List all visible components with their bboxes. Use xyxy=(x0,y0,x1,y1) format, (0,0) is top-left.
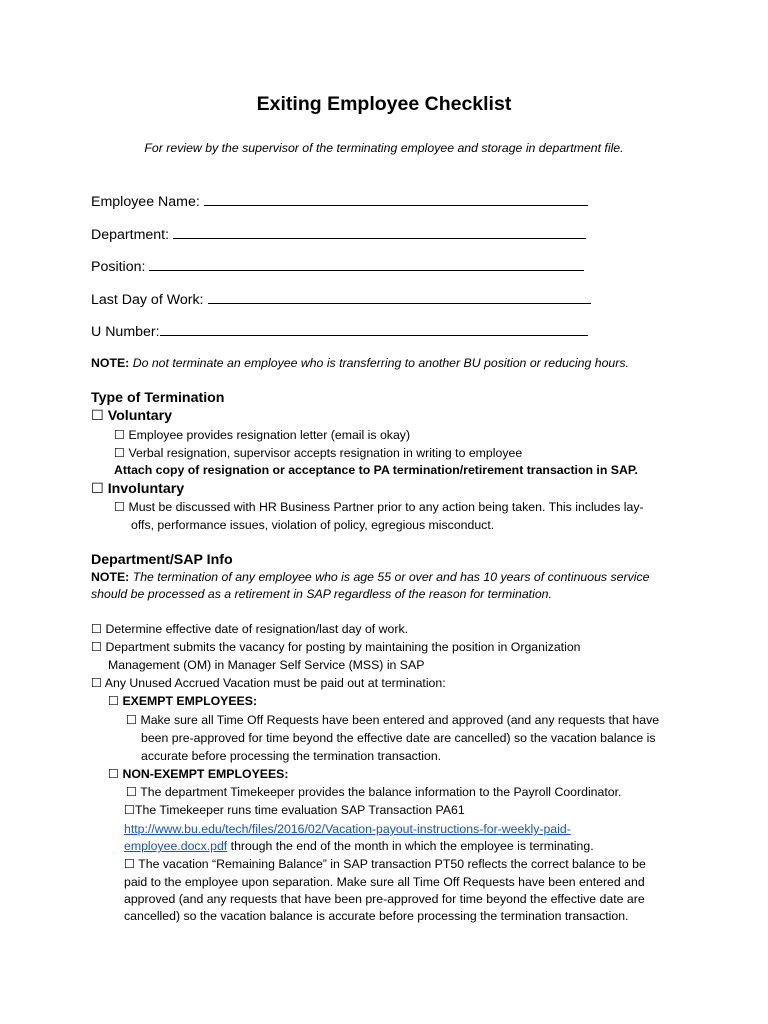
checkbox-icon[interactable]: ☐ xyxy=(108,694,120,708)
checkbox-icon[interactable]: ☐ xyxy=(91,408,104,424)
last-day-field xyxy=(91,290,591,308)
payout-link-line[interactable] xyxy=(124,822,571,836)
item-text: The Timekeeper runs time evaluation SAP Transaction PA61 xyxy=(135,803,465,817)
item-text: Employee provides resignation letter (email is okay) xyxy=(128,428,411,442)
checkbox-icon[interactable]: ☐ xyxy=(91,676,103,690)
nonexempt-label: NON-EXEMPT EMPLOYEES: xyxy=(122,767,289,781)
last-day-blank xyxy=(208,290,591,304)
nonexempt-option[interactable] xyxy=(108,767,288,781)
document-title: Exiting Employee Checklist xyxy=(256,93,512,115)
department-field xyxy=(91,225,586,243)
note-text: The termination of any employee who is age 55 or over and has 10 years of continuous service xyxy=(132,570,650,584)
involuntary-item-cont: offs, performance issues, violation of policy, egregious misconduct. xyxy=(131,518,495,532)
checkbox-icon[interactable]: ☐ xyxy=(114,500,126,514)
document-subtitle: For review by the supervisor of the terminating employee and storage in department file. xyxy=(144,141,624,155)
involuntary-item[interactable] xyxy=(114,500,644,514)
checkbox-icon[interactable]: ☐ xyxy=(91,481,104,497)
checkbox-icon[interactable]: ☐ xyxy=(126,713,138,727)
nonexempt-item-pt50[interactable] xyxy=(124,857,646,871)
item-text: Make sure all Time Off Requests have been entered and approved (and any requests that have xyxy=(140,713,660,727)
checkbox-icon[interactable]: ☐ xyxy=(126,785,138,799)
dept-item-vacancy[interactable] xyxy=(91,640,581,654)
payout-link-line-cont xyxy=(124,839,594,853)
position-label: Position: xyxy=(91,259,146,275)
exempt-label: EXEMPT EMPLOYEES: xyxy=(122,694,258,708)
nonexempt-item-timekeeper[interactable] xyxy=(126,785,621,799)
retirement-note xyxy=(91,570,649,584)
department-blank xyxy=(173,225,586,239)
note-label: NOTE: xyxy=(91,570,130,584)
item-text: The vacation “Remaining Balance” in SAP transaction PT50 reflects the correct balance to be xyxy=(138,857,646,871)
u-number-blank xyxy=(160,322,588,336)
nonexempt-item-pt50-cont: cancelled) so the vacation balance is accurate before processing the termination transaction. xyxy=(124,909,629,923)
payout-instructions-link[interactable]: employee.docx.pdf xyxy=(124,839,228,853)
exempt-item-cont: been pre-approved for time beyond the effective date are cancelled) so the vacation balance is xyxy=(141,731,656,745)
item-text: The department Timekeeper provides the balance information to the Payroll Coordinator. xyxy=(140,785,622,799)
nonexempt-item-pa61[interactable] xyxy=(124,803,465,817)
payout-instructions-link[interactable]: http://www.bu.edu/tech/files/2016/02/Vacation-payout-instructions-for-weekly-paid- xyxy=(124,822,571,836)
department-label: Department: xyxy=(91,227,170,243)
checkbox-icon[interactable]: ☐ xyxy=(108,767,120,781)
item-text: Any Unused Accrued Vacation must be paid out at termination: xyxy=(104,676,446,690)
employee-name-label: Employee Name: xyxy=(91,194,200,210)
nonexempt-item-pt50-cont: approved (and any requests that have been pre-approved for time beyond the effective date are xyxy=(124,892,645,906)
position-field xyxy=(91,257,584,275)
retirement-note-cont xyxy=(91,587,552,601)
employee-name-field xyxy=(91,192,588,210)
employee-name-blank xyxy=(204,192,588,206)
item-text: Determine effective date of resignation/last day of work. xyxy=(105,622,409,636)
u-number-label: U Number: xyxy=(91,324,160,340)
exempt-option[interactable] xyxy=(108,694,257,708)
attach-instruction: Attach copy of resignation or acceptance to PA termination/retirement transaction in SAP. xyxy=(114,463,638,477)
item-text: Department submits the vacancy for posting by maintaining the position in Organization xyxy=(105,640,581,654)
voluntary-item-letter[interactable] xyxy=(114,428,410,442)
checkbox-icon[interactable]: ☐ xyxy=(124,857,136,871)
termination-heading: Type of Termination xyxy=(91,390,225,406)
nonexempt-item-pt50-cont: paid to the employee upon separation. Make sure all Time Off Requests have been entered and xyxy=(124,875,645,889)
checkbox-icon[interactable]: ☐ xyxy=(91,622,103,636)
item-text: Must be discussed with HR Business Partner prior to any action being taken. This includes lay- xyxy=(128,500,644,514)
item-text: through the end of the month in which the employee is terminating. xyxy=(227,839,594,853)
u-number-field xyxy=(91,322,588,340)
note-text: Do not terminate an employee who is transferring to another BU position or reducing hours. xyxy=(132,356,629,370)
exempt-item-cont: accurate before processing the termination transaction. xyxy=(141,749,442,763)
checkbox-icon[interactable]: ☐ xyxy=(114,428,126,442)
involuntary-option[interactable] xyxy=(91,481,184,497)
dept-item-vacancy-cont: Management (OM) in Manager Self Service (MSS) in SAP xyxy=(108,658,425,672)
voluntary-item-verbal[interactable] xyxy=(114,446,522,460)
dept-heading: Department/SAP Info xyxy=(91,552,233,568)
checkbox-icon[interactable]: ☐ xyxy=(124,803,136,817)
transfer-note xyxy=(91,356,629,370)
note-label: NOTE: xyxy=(91,356,130,370)
position-blank xyxy=(149,257,584,271)
voluntary-label: Voluntary xyxy=(107,408,173,424)
checkbox-icon[interactable]: ☐ xyxy=(114,446,126,460)
dept-item-effective-date[interactable] xyxy=(91,622,408,636)
voluntary-option[interactable] xyxy=(91,408,172,424)
involuntary-label: Involuntary xyxy=(107,481,185,497)
exempt-item[interactable] xyxy=(126,713,659,727)
dept-item-vacation[interactable] xyxy=(91,676,446,690)
checkbox-icon[interactable]: ☐ xyxy=(91,640,103,654)
last-day-label: Last Day of Work: xyxy=(91,292,204,308)
note-text: should be processed as a retirement in SAP regardless of the reason for termination. xyxy=(91,587,552,601)
item-text: Verbal resignation, supervisor accepts resignation in writing to employee xyxy=(128,446,523,460)
